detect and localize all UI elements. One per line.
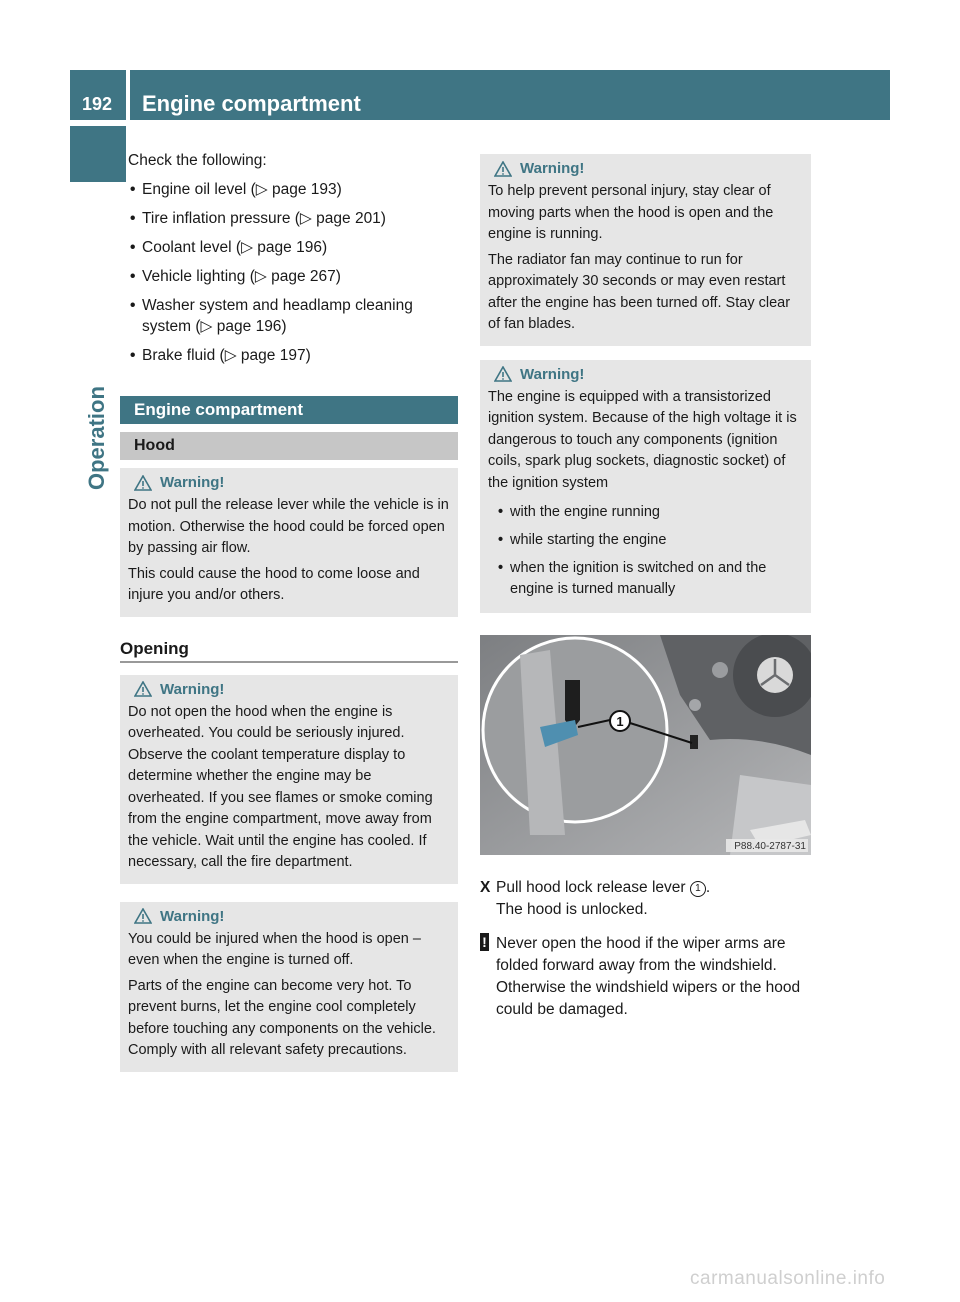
warning-box	[120, 468, 458, 617]
list-item: • with the engine running	[488, 502, 803, 523]
warning-text: Parts of the engine can become very hot. To prevent burns, let the engine cool completely before touching any components on the vehicle. Comply with all relevant safety precautions.	[128, 977, 436, 1058]
page-number: 192	[82, 94, 113, 114]
warning-text: The radiator fan may continue to run for approximately 30 seconds or may even restart after the engine has been turned off. Stay clear of fan blades.	[488, 251, 791, 332]
hood-release-illustration	[480, 635, 811, 855]
warning-label: Warning!	[160, 907, 225, 925]
warning-label: Warning!	[160, 474, 225, 491]
warning-header	[134, 908, 450, 925]
warning-text: This could cause the hood to come loose and injure you and/or others.	[128, 565, 420, 603]
warning-header	[494, 366, 803, 383]
photo-code: P88.40-2787-31	[734, 841, 806, 852]
list-item: • Brake fluid (▷ page 197)	[120, 345, 458, 366]
check-list	[120, 179, 458, 366]
warning-box	[480, 154, 811, 346]
page-number-box	[70, 70, 126, 120]
warning-list	[488, 502, 803, 600]
warning-label: Warning!	[520, 160, 585, 177]
list-item: • Vehicle lighting (▷ page 267)	[120, 266, 458, 287]
subsection-title: Hood	[120, 432, 458, 460]
step-result: The hood is unlocked.	[496, 901, 648, 918]
warning-text: To help prevent personal injury, stay clear of moving parts when the hood is open and the engine is running.	[488, 183, 774, 242]
warning-header	[494, 160, 803, 177]
instruction-step: X Pull hood lock release lever 1 . The hood is unlocked.	[480, 877, 811, 921]
warning-triangle-icon	[494, 366, 512, 382]
side-tab-block	[70, 126, 126, 182]
warning-text: Do not open the hood when the engine is overheated. You could be seriously injured. Observe the coolant temperature display to determine whether the engine may be overheated. If you see flames or smoke coming from the engine compartment, move away from the vehicle. Wait until the engine has cooled. If necessary, call the fire department.	[128, 703, 433, 870]
page-header	[130, 70, 890, 120]
warning-header	[134, 474, 450, 491]
warning-triangle-icon	[134, 681, 152, 697]
list-item: • Washer system and headlamp cleaning system (▷ page 196)	[120, 295, 458, 337]
hood-release-photo	[480, 635, 811, 855]
list-item: • Engine oil level (▷ page 193)	[120, 179, 458, 200]
caution-note	[480, 933, 811, 1021]
warning-header	[134, 681, 450, 698]
step-marker: X	[480, 879, 491, 896]
list-item: • Tire inflation pressure (▷ page 201)	[120, 208, 458, 229]
list-item: • while starting the engine	[488, 530, 803, 551]
opening-heading: Opening	[120, 639, 458, 663]
warning-box	[120, 675, 458, 884]
intro-text: Check the following:	[128, 152, 267, 169]
photo-callout: 1	[616, 714, 624, 729]
watermark: carmanualsonline.info	[690, 1268, 886, 1289]
left-column	[120, 150, 458, 1072]
note-text: Never open the hood if the wiper arms are folded forward away from the windshield. Otherwise the windshield wipers or the hood could be damaged.	[496, 935, 801, 1018]
side-tab-label: Operation	[84, 386, 109, 490]
warning-label: Warning!	[160, 680, 225, 698]
warning-text: The engine is equipped with a transistorized ignition system. Because of the high voltage it is dangerous to touch any components (ignition coils, spark plug sockets, diagnostic socket) of the ignition system	[488, 388, 797, 491]
list-item: • when the ignition is switched on and the engine is turned manually	[488, 558, 803, 600]
warning-text: Do not pull the release lever while the vehicle is in motion. Otherwise the hood could be forced open by passing air flow.	[128, 497, 449, 556]
step-text: Pull hood lock release lever	[496, 879, 686, 896]
warning-triangle-icon	[134, 908, 152, 924]
callout-badge: 1	[690, 881, 706, 897]
page-title: Engine compartment	[142, 91, 361, 116]
warning-triangle-icon	[494, 161, 512, 177]
warning-triangle-icon	[134, 475, 152, 491]
caution-icon: !	[480, 933, 489, 951]
list-item: • Coolant level (▷ page 196)	[120, 237, 458, 258]
section-title: Engine compartment	[120, 396, 458, 424]
warning-label: Warning!	[520, 365, 585, 383]
warning-box	[480, 360, 811, 614]
warning-text: You could be injured when the hood is open – even when the engine is turned off.	[128, 930, 421, 968]
right-column	[480, 150, 811, 1021]
warning-box	[120, 902, 458, 1072]
